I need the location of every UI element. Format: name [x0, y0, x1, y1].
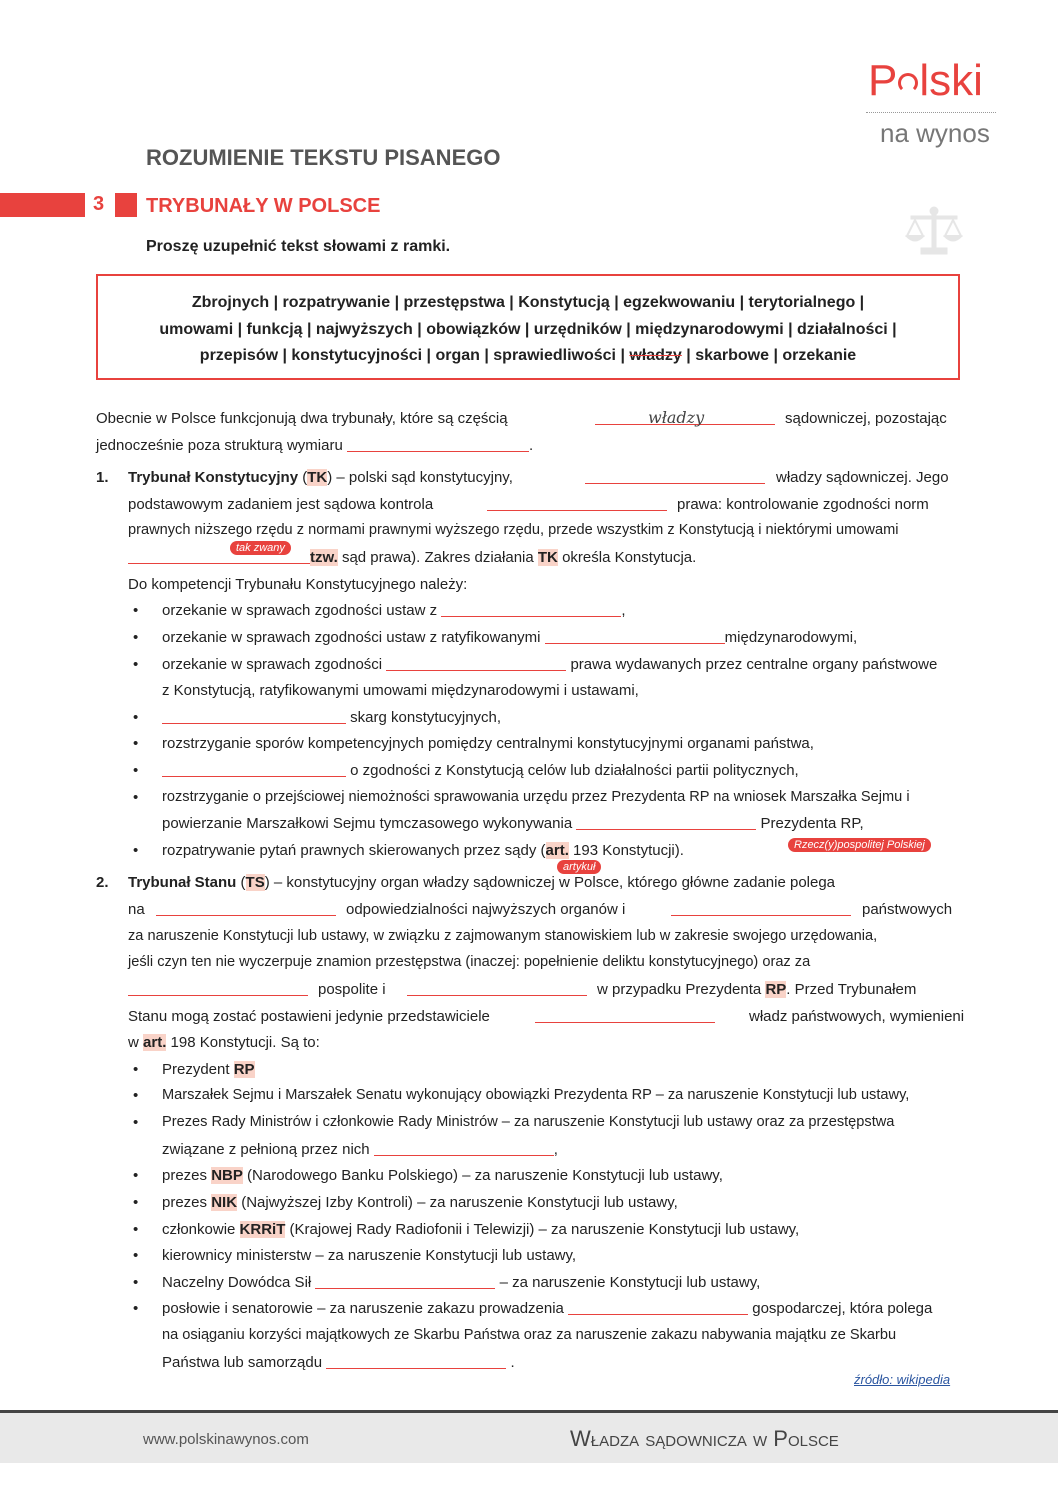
ts-bullet-text: [162, 1300, 932, 1317]
handwritten-answer: władzy: [648, 408, 705, 427]
list-number: 1.: [96, 469, 109, 486]
answer-blank[interactable]: [441, 602, 621, 617]
document-title: ROZUMIENIE TEKSTU PISANEGO: [146, 145, 501, 170]
punctuation: ,: [621, 602, 626, 619]
bullet: •: [133, 842, 139, 859]
tk-line: Trybunał Konstytucyjny (TK) – polski sąd konstytucyjny,: [128, 469, 513, 486]
ts-line: [597, 981, 916, 998]
tk-bullet-text: [162, 656, 937, 673]
tk-text: władzy sądowniczej. Jego: [776, 469, 949, 486]
abbr-highlight: RP: [233, 1061, 255, 1078]
section-number: 3: [93, 193, 105, 215]
ts-text: w przypadku Prezydenta: [597, 981, 762, 998]
tk-text: prawa: kontrolowanie zgodności norm: [677, 496, 929, 513]
tk-bullet-text: [162, 709, 501, 726]
source-link[interactable]: źródło: wikipedia: [854, 1372, 951, 1387]
abbr-highlight: art.: [143, 1034, 167, 1051]
tk-text: Do kompetencji Trybunału Konstytucyjnego należy:: [128, 576, 468, 593]
bullet: •: [133, 1300, 139, 1317]
tk-bullet-text: [162, 602, 625, 619]
note-label: tak zwany: [230, 541, 291, 555]
ts-bullet-text: [162, 1274, 760, 1291]
answer-blank[interactable]: [545, 629, 725, 644]
word-bank-text: przepisów | konstytucyjności | organ | sprawiedliwości |: [199, 347, 630, 364]
answer-blank[interactable]: [347, 437, 529, 452]
bullet: •: [133, 762, 139, 779]
ts-text: – konstytucyjny organ władzy sądowniczej w Polsce, którego główne zadanie polega: [273, 874, 836, 891]
section-bar-marker: [115, 193, 137, 217]
intro-text: [96, 437, 533, 454]
tk-text: sąd prawa). Zakres działania: [341, 549, 534, 566]
tk-text: z Konstytucją, ratyfikowanymi umowami międzynarodowymi i ustawami,: [162, 682, 639, 699]
footer-url[interactable]: www.polskinawynos.com: [143, 1431, 309, 1448]
ts-text: władz państwowych, wymienieni: [749, 1008, 965, 1025]
tk-text: międzynarodowymi,: [724, 629, 858, 646]
abbr-highlight: TS: [245, 874, 265, 891]
tk-text: rozpatrywanie pytań prawnych skierowanych przez sądy (: [162, 842, 546, 859]
ts-text: 198 Konstytucji. Są to:: [170, 1034, 320, 1051]
logo: [868, 56, 983, 106]
abbr-highlight: art.: [545, 842, 569, 859]
list-number: 2.: [96, 874, 109, 891]
ts-text: na: [128, 901, 145, 918]
ts-text: Marszałek Sejmu i Marszałek Senatu wykonujący obowiązki Prezydenta RP – za naruszenie Konstytucji lub ustawy,: [162, 1087, 910, 1103]
ts-text: Prezes Rady Ministrów i członkowie Rady Ministrów – za naruszenie Konstytucji lub ustawy oraz za przestępstwa: [162, 1114, 895, 1130]
logo-o-icon: [898, 73, 918, 93]
ts-text: Państwa lub samorządu: [162, 1354, 323, 1371]
section-title: TRYBUNAŁY W POLSCE: [146, 195, 381, 217]
note-label: artykuł: [557, 860, 601, 874]
word-bank-line: umowami | funkcją | najwyższych | obowiązków | urzędników | międzynarodowymi | działalności |: [159, 321, 897, 338]
word-bank-line: [112, 347, 944, 365]
bullet: •: [133, 656, 139, 673]
ts-bullet-text: [162, 1141, 558, 1158]
answer-blank[interactable]: [585, 469, 765, 486]
tk-text: 193 Konstytucji).: [573, 842, 684, 859]
scales-icon: [905, 206, 963, 258]
bullet: •: [133, 789, 139, 806]
ts-text: (Narodowego Banku Polskiego) – za naruszenie Konstytucji lub ustawy,: [247, 1167, 723, 1184]
answer-blank[interactable]: [128, 981, 308, 998]
answer-blank[interactable]: [326, 1354, 506, 1369]
ts-text: Stanu mogą zostać postawieni jedynie przedstawiciele: [128, 1008, 490, 1025]
bullet: •: [133, 1274, 139, 1291]
ts-text: jeśli czyn ten nie wyczerpuje znamion przestępstwa (inaczej: popełnienie deliktu konstytucyjnego) oraz za: [128, 954, 811, 970]
tk-bullet-text: [162, 815, 864, 832]
tk-text: – polski sąd konstytucyjny,: [336, 469, 513, 486]
ts-bullet-text: [162, 1221, 799, 1238]
tk-text: prawa wydawanych przez centralne organy państwowe: [570, 656, 938, 673]
intro-text: Obecnie w Polsce funkcjonują dwa trybunały, które są częścią: [96, 410, 508, 427]
ts-text: na osiąganiu korzyści majątkowych ze Skarbu Państwa oraz za naruszenie zakazu nabywania majątku ze Skarbu: [162, 1327, 897, 1343]
abbr-highlight: NBP: [211, 1167, 243, 1184]
bullet: •: [133, 1087, 139, 1104]
ts-text: członkowie: [162, 1221, 236, 1238]
tk-text: rozstrzyganie sporów kompetencyjnych pomiędzy centralnymi konstytucyjnymi organami państwa,: [162, 735, 814, 752]
tk-bullet-text: [162, 629, 857, 646]
ts-text: prezes: [162, 1167, 208, 1184]
bullet: •: [133, 1247, 139, 1264]
ts-text: za naruszenie Konstytucji lub ustawy, w związku z zajmowanym stanowiskiem lub w zakresie swojego urzędowania,: [128, 928, 878, 944]
tk-text: powierzanie Marszałkowi Sejmu tymczasowego wykonywania: [162, 815, 573, 832]
bullet: •: [133, 735, 139, 752]
intro-text-part: jednocześnie poza strukturą wymiaru: [96, 437, 343, 454]
tk-text: orzekanie w sprawach zgodności ustaw z: [162, 602, 438, 619]
ts-text: związane z pełnioną przez nich: [162, 1141, 370, 1158]
ts-text: Prezydent: [162, 1061, 230, 1078]
ts-text: posłowie i senatorowie – za naruszenie zakazu prowadzenia: [162, 1300, 564, 1317]
answer-blank[interactable]: [315, 1274, 495, 1289]
logo-subtitle: na wynos: [880, 118, 990, 148]
tk-bullet-text: [162, 762, 799, 779]
ts-text: – za naruszenie Konstytucji lub ustawy,: [499, 1274, 761, 1291]
tk-name: Trybunał Konstytucyjny: [128, 469, 299, 486]
section-bar: [0, 193, 85, 217]
tk-text: orzekanie w sprawach zgodności: [162, 656, 383, 673]
ts-text: (Krajowej Rady Radiofonii i Telewizji) – za naruszenie Konstytucji lub ustawy,: [289, 1221, 800, 1238]
bullet: •: [133, 602, 139, 619]
punctuation: ,: [553, 1141, 558, 1158]
answer-blank[interactable]: [162, 709, 346, 724]
punctuation: .: [528, 437, 534, 454]
footer-title: Władza sądownicza w Polsce: [570, 1426, 839, 1451]
tk-text: skarg konstytucyjnych,: [350, 709, 502, 726]
logo-letter: P: [868, 56, 898, 105]
intro-text: sądowniczej, pozostając: [785, 410, 947, 427]
tk-line: [128, 549, 696, 566]
ts-line: Trybunał Stanu (TS) – konstytucyjny organ władzy sądowniczej w Polsce, którego główne zadanie polega: [128, 874, 836, 891]
tk-text: Prezydenta RP,: [760, 815, 864, 832]
ts-name: Trybunał Stanu: [128, 874, 237, 891]
tk-text: prawnych niższego rzędu z normami prawnymi wyższego rzędu, przede wszystkim z Konstytucją i niektórymi umowami: [128, 522, 899, 538]
abbr-highlight: RP: [765, 981, 787, 998]
abbr-highlight: KRRiT: [239, 1221, 286, 1238]
punctuation: .: [510, 1354, 515, 1371]
abbr-highlight: tzw.: [310, 549, 338, 566]
abbr-highlight: TK: [307, 469, 328, 486]
answer-blank[interactable]: [568, 1300, 748, 1315]
answer-blank[interactable]: [374, 1141, 554, 1156]
abbr-highlight: NIK: [211, 1194, 238, 1211]
bullet: •: [133, 1221, 139, 1238]
word-bank-line: Zbrojnych | rozpatrywanie | przestępstwa | Konstytucją | egzekwowaniu | terytorialnego |: [191, 294, 865, 311]
tk-text: rozstrzyganie o przejściowej niemożności sprawowania urzędu przez Prezydenta RP na wniosek Marszałka Sejmu i: [162, 789, 910, 805]
answer-blank[interactable]: [487, 496, 667, 513]
note-label: Rzecz(y)pospolitej Polskiej: [788, 838, 931, 852]
ts-text: prezes: [162, 1194, 208, 1211]
instruction: Proszę uzupełnić tekst słowami z ramki.: [146, 238, 451, 255]
logo-divider: [866, 112, 996, 113]
ts-text: Naczelny Dowódca Sił: [162, 1274, 312, 1291]
ts-text: gospodarczej, która polega: [752, 1300, 933, 1317]
ts-bullet-text: [162, 1194, 678, 1211]
bullet: •: [133, 629, 139, 646]
answer-blank[interactable]: [162, 762, 346, 777]
abbr-highlight: TK: [537, 549, 558, 566]
ts-bullet-text: [162, 1061, 255, 1078]
answer-blank[interactable]: [535, 1008, 715, 1025]
bullet: •: [133, 1114, 139, 1131]
tk-text: określa Konstytucja.: [562, 549, 697, 566]
ts-text: odpowiedzialności najwyższych organów i: [346, 901, 626, 918]
tk-text: orzekanie w sprawach zgodności ustaw z ratyfikowanymi: [162, 629, 541, 646]
bullet: •: [133, 1194, 139, 1211]
bullet: •: [133, 1167, 139, 1184]
tk-bullet-text: [162, 842, 684, 859]
bullet: •: [133, 1061, 139, 1078]
ts-line: [128, 1034, 320, 1051]
answer-blank[interactable]: [671, 901, 851, 918]
answer-blank[interactable]: [407, 981, 587, 998]
bullet: •: [133, 709, 139, 726]
ts-text: w: [128, 1034, 139, 1051]
answer-blank[interactable]: [386, 656, 566, 671]
tk-text: podstawowym zadaniem jest sądowa kontrola: [128, 496, 434, 513]
ts-text: (Najwyższej Izby Kontroli) – za naruszenie Konstytucji lub ustawy,: [241, 1194, 678, 1211]
ts-bullet-text: [162, 1354, 515, 1371]
word-bank-text: | skarbowe | orzekanie: [681, 347, 857, 364]
ts-text: pospolite i: [318, 981, 386, 998]
answer-blank[interactable]: [156, 901, 336, 918]
struck-word: władzy: [629, 347, 682, 364]
tk-text: o zgodności z Konstytucją celów lub działalności partii politycznych,: [350, 762, 799, 779]
ts-text: . Przed Trybunałem: [786, 981, 917, 998]
ts-text: kierownicy ministerstw – za naruszenie Konstytucji lub ustawy,: [162, 1247, 577, 1264]
word-bank: [96, 274, 960, 380]
logo-text: lski: [919, 56, 983, 105]
answer-blank[interactable]: [576, 815, 756, 830]
ts-bullet-text: [162, 1167, 723, 1184]
ts-text: państwowych: [862, 901, 953, 918]
